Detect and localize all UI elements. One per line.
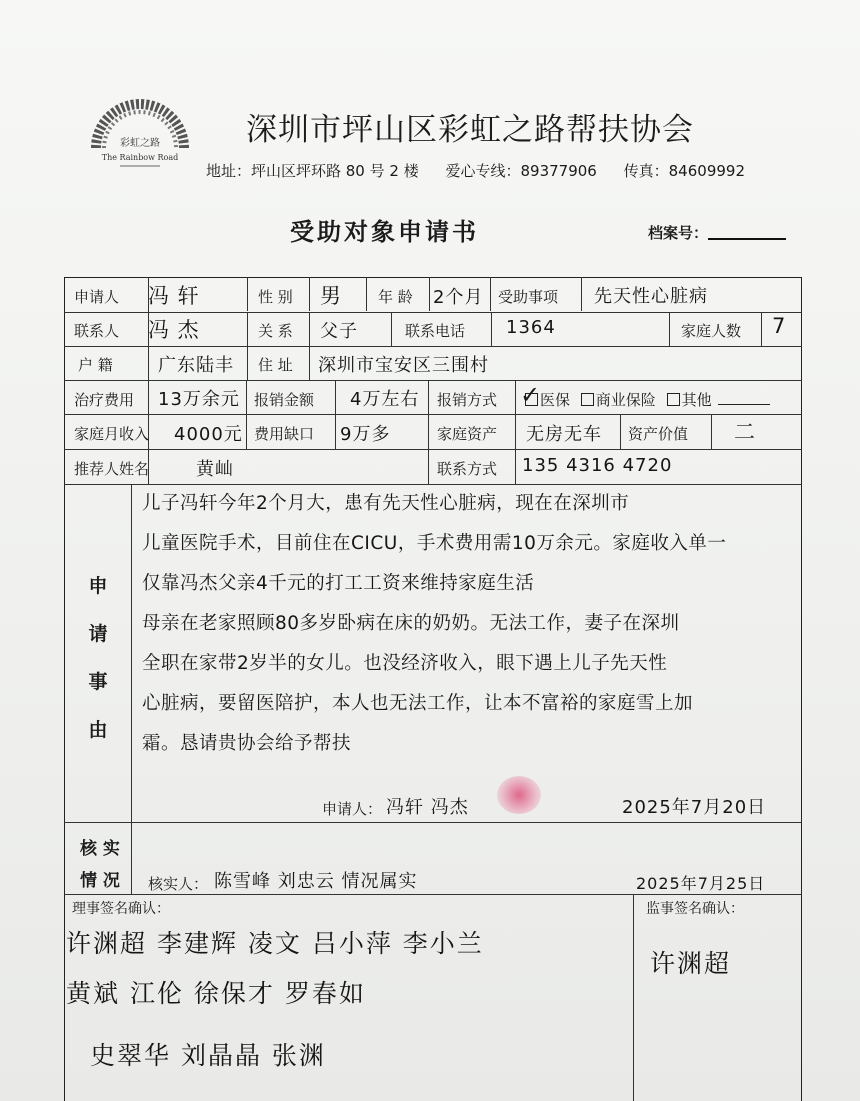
shortfall-label: 费用缺口 <box>254 425 315 443</box>
verify-label-2: 情 况 <box>80 871 120 891</box>
applicant-value[interactable]: 冯 轩 <box>148 284 200 308</box>
verifier-label: 核实人： <box>148 875 209 893</box>
treatment-cost-label: 治疗费用 <box>74 391 135 409</box>
col-divider <box>247 277 248 311</box>
reason-line: 霜。恳请贵协会给予帮扶 <box>142 733 352 754</box>
referrer-label: 推荐人姓名 <box>74 460 150 478</box>
reason-text[interactable] <box>142 484 792 764</box>
phone-label: 联系电话 <box>405 322 466 340</box>
rainbow-road-logo <box>86 86 194 182</box>
option-other-label: 其他 <box>681 391 712 409</box>
row-divider <box>64 449 802 450</box>
contact-label: 联系人 <box>74 322 120 340</box>
reason-line: 全职在家带2岁半的女儿。也没经济收入，眼下遇上儿子先天性 <box>142 653 668 674</box>
shortfall-value[interactable]: 9万多 <box>340 424 391 445</box>
col-divider <box>335 380 336 449</box>
reason-vertical-label <box>86 562 110 754</box>
relation-value[interactable]: 父子 <box>320 321 358 342</box>
col-divider <box>711 414 712 449</box>
reason-line: 儿童医院手术，目前住在CICU，手术费用需10万余元。家庭收入单一 <box>142 533 727 554</box>
logo-en-text: The Rainbow Road <box>101 153 179 162</box>
logo-cn-text: 彩虹之路 <box>120 138 160 149</box>
referrer-value[interactable]: 黄屾 <box>196 459 234 480</box>
col-divider <box>633 894 634 1101</box>
col-divider <box>391 312 392 346</box>
form-title: 受助对象申请书 <box>290 218 479 246</box>
residence-label: 住 址 <box>258 356 293 374</box>
col-divider <box>309 312 310 346</box>
row-divider <box>64 894 802 895</box>
col-divider <box>131 484 132 894</box>
col-divider <box>247 346 248 380</box>
col-divider <box>366 277 367 311</box>
col-divider <box>491 312 492 346</box>
monthly-income-value[interactable]: 4000元 <box>174 424 243 445</box>
board-signatures-line-3[interactable]: 史翠华 刘晶晶 张渊 <box>90 1041 326 1070</box>
other-blank-line <box>718 404 770 405</box>
apply-date[interactable]: 2025年7月20日 <box>622 797 767 818</box>
fingerprint-stamp <box>497 776 541 814</box>
board-signatures-line-2[interactable]: 黄斌 江伦 徐保才 罗春如 <box>66 979 366 1008</box>
household-label: 户 籍 <box>78 356 113 374</box>
verify-date[interactable]: 2025年7月25日 <box>636 874 766 893</box>
treatment-cost-value[interactable]: 13万余元 <box>158 389 240 410</box>
reimburse-options <box>525 389 770 410</box>
applicant-label: 申请人 <box>74 288 120 306</box>
reimburse-method-label: 报销方式 <box>437 391 498 409</box>
org-name: 深圳市坪山区彩虹之路帮扶协会 <box>246 112 694 148</box>
assets-label: 家庭资产 <box>437 425 498 443</box>
age-label: 年 龄 <box>378 288 413 306</box>
applicant-sign-label: 申请人： <box>322 800 383 818</box>
col-divider <box>247 312 248 346</box>
col-divider <box>309 277 310 311</box>
col-divider <box>490 277 491 311</box>
reimbursed-value[interactable]: 4万左右 <box>350 389 420 410</box>
family-size-value[interactable]: 7 <box>772 314 787 338</box>
contact-method-value[interactable]: 135 4316 4720 <box>522 455 673 476</box>
col-divider <box>515 380 516 484</box>
asset-value-value[interactable]: 二 <box>734 420 756 444</box>
org-contact-info <box>206 160 767 181</box>
family-size-label: 家庭人数 <box>681 322 742 340</box>
col-divider <box>620 414 621 449</box>
org-address: 地址：坪山区坪环路 80 号 2 楼 <box>206 162 419 180</box>
applicant-signature[interactable]: 冯轩 冯杰 <box>386 797 469 818</box>
org-hotline: 爱心专线：89377906 <box>445 162 597 180</box>
commercial-checkbox[interactable] <box>581 393 594 406</box>
col-divider <box>761 312 762 346</box>
row-divider <box>64 312 802 313</box>
gender-label: 性 别 <box>258 288 293 306</box>
option-medical-label: 医保 <box>540 391 571 409</box>
board-confirm-label: 理事签名确认： <box>72 901 170 917</box>
org-fax: 传真：84609992 <box>623 162 745 180</box>
asset-value-label: 资产价值 <box>628 425 689 443</box>
reason-line: 心脏病，要留医陪护，本人也无法工作，让本不富裕的家庭雪上加 <box>142 693 694 714</box>
file-number-field[interactable] <box>708 238 786 240</box>
reason-char: 事 <box>88 671 108 693</box>
option-commercial[interactable] <box>581 391 656 409</box>
option-other[interactable] <box>667 391 712 409</box>
household-value[interactable]: 广东陆丰 <box>158 355 234 376</box>
gender-value[interactable]: 男 <box>320 284 342 308</box>
reimbursed-label: 报销金额 <box>254 391 315 409</box>
option-commercial-label: 商业保险 <box>595 391 656 409</box>
reason-char: 请 <box>88 623 108 645</box>
relation-label: 关 系 <box>258 322 293 340</box>
row-divider <box>64 414 802 415</box>
col-divider <box>309 346 310 380</box>
phone-value[interactable]: 1364 <box>506 317 556 338</box>
row-divider <box>64 380 802 381</box>
verify-label-1: 核 实 <box>80 839 120 859</box>
residence-value[interactable]: 深圳市宝安区三围村 <box>318 355 489 376</box>
contact-method-label: 联系方式 <box>437 460 498 478</box>
check-mark-icon: ✓ <box>520 381 541 409</box>
aid-item-label: 受助事项 <box>498 288 559 306</box>
file-number-label: 档案号： <box>648 224 709 242</box>
reason-line: 仅靠冯杰父亲4千元的打工工资来维持家庭生活 <box>142 573 535 594</box>
aid-item-value[interactable]: 先天性心脏病 <box>594 286 708 307</box>
monthly-income-label: 家庭月收入 <box>74 425 150 443</box>
col-divider <box>669 312 670 346</box>
col-divider <box>246 380 247 449</box>
row-divider <box>64 346 802 347</box>
reason-line: 儿子冯轩今年2个月大，患有先天性心脏病，现在在深圳市 <box>142 493 630 514</box>
reason-char: 申 <box>88 575 108 597</box>
contact-value[interactable]: 冯 杰 <box>148 318 200 342</box>
assets-value[interactable]: 无房无车 <box>526 424 602 445</box>
board-signatures-line-1[interactable]: 许渊超 李建辉 凌文 吕小萍 李小兰 <box>66 929 484 958</box>
row-divider <box>64 822 802 823</box>
col-divider <box>429 277 430 311</box>
col-divider <box>428 380 429 484</box>
supervisor-confirm-label: 监事签名确认： <box>646 901 744 917</box>
reason-char: 由 <box>88 719 108 741</box>
age-value[interactable]: 2个月 <box>433 287 484 308</box>
supervisor-signature[interactable]: 许渊超 <box>650 949 732 978</box>
other-checkbox[interactable] <box>667 393 680 406</box>
col-divider <box>581 277 582 311</box>
reason-line: 母亲在老家照顾80多岁卧病在床的奶奶。无法工作，妻子在深圳 <box>142 613 680 634</box>
verifier-signatures[interactable]: 陈雪峰 刘忠云 情况属实 <box>214 871 418 892</box>
